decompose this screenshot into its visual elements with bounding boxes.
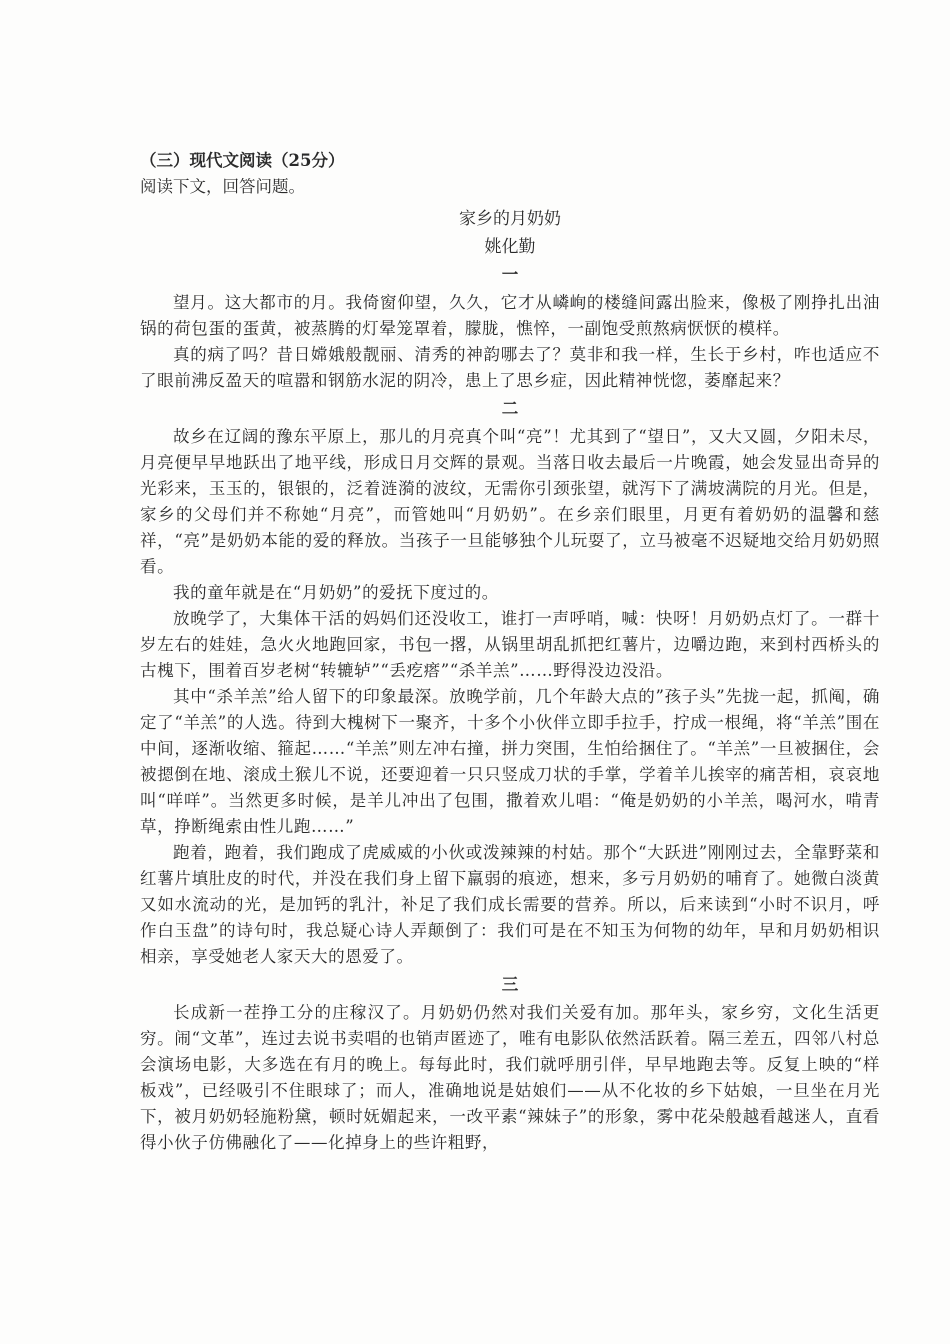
paragraph: 长成新一茬挣工分的庄稼汉了。月奶奶仍然对我们关爱有加。那年头，家乡穷，文化生活更穷。闹“文革”，连过去说书卖唱的也销声匿迹了，唯有电影队依然活跃着。隔三差五，四邻八村总会演场电影，大多选在有月的晚上。每每此时，我们就呼朋引伴，早早地跑去等。反复上映的“样板戏”，已经吸引不住眼球了；而人，准确地说是姑娘们——从不化妆的乡下姑娘，一旦坐在月光下，被月奶奶轻施粉黛，顿时妩媚起来，一改平素“辣妹子”的形象，雾中花朵般越看越迷人，直看得小伙子仿佛融化了——化掉身上的些许粗野， [140, 1003, 880, 1152]
instruction-text: 阅读下文，回答问题。 [140, 177, 305, 196]
section-numeral-3: 三 [501, 975, 519, 994]
section-numeral-1: 一 [501, 265, 519, 284]
article-title: 家乡的月奶奶 [459, 209, 561, 229]
section-numeral-2: 二 [501, 399, 519, 418]
paragraph: 故乡在辽阔的豫东平原上，那儿的月亮真个叫“亮”！尤其到了“望日”，又大又圆，夕阳未尽，月亮便早早地跃出了地平线，形成日月交辉的景观。当落日收去最后一片晚霞，她会发显出奇异的光彩来，玉玉的，银银的，泛着涟漪的波纹，无需你引颈张望，就泻下了满坡满院的月光。但是，家乡的父母们并不称她“月亮”，而管她叫“月奶奶”。在乡亲们眼里，月更有着奶奶的温馨和慈祥，“亮”是奶奶本能的爱的释放。当孩子一旦能够独个儿玩耍了，立马被毫不迟疑地交给月奶奶照看。 [140, 427, 880, 576]
article-author: 姚化勤 [484, 237, 536, 257]
paragraph: 跑着，跑着，我们跑成了虎威威的小伙或泼辣辣的村姑。那个“大跃进”刚刚过去，全靠野菜和红薯片填肚皮的时代，并没在我们身上留下羸弱的痕迹，想来，多亏月奶奶的哺育了。她微白淡黄又如水流动的光，是加钙的乳汁，补足了我们成长需要的营养。所以，后来读到“小时不识月，呼作白玉盘”的诗句时，我总疑心诗人弄颠倒了：我们可是在不知玉为何物的幼年，早和月奶奶相识相亲，享受她老人家天大的恩爱了。 [140, 843, 880, 966]
paragraph: 望月。这大都市的月。我倚窗仰望，久久，它才从嶙峋的楼缝间露出脸来，像极了刚挣扎出油锅的荷包蛋的蛋黄，被蒸腾的灯晕笼罩着，朦胧，憔悴，一副饱受煎熬病恹恹的模样。 [140, 293, 880, 338]
paragraph: 我的童年就是在“月奶奶”的爱抚下度过的。 [173, 583, 499, 602]
paragraph: 真的病了吗？昔日嫦娥般靓丽、清秀的神韵哪去了？莫非和我一样，生长于乡村，咋也适应不了眼前沸反盈天的喧嚣和钢筋水泥的阴冷，患上了思乡症，因此精神恍惚，萎靡起来？ [140, 345, 880, 390]
paragraph: 其中“杀羊羔”给人留下的印象最深。放晚学前，几个年龄大点的”孩子头”先拢一起，抓阄，确定了“羊羔”的人选。待到大槐树下一聚齐，十多个小伙伴立即手拉手，拧成一根绳，将“羊羔”围在中间，逐渐收缩、箍起……“羊羔”则左冲右撞，拼力突围，生怕给捆住了。“羊羔”一旦被捆住，会被摁倒在地、滚成土猴儿不说，还要迎着一只只竖成刀状的手掌，学着羊儿挨宰的痛苦相，哀哀地叫“咩咩”。当然更多时候，是羊儿冲出了包围，撒着欢儿唱：“俺是奶奶的小羊羔，喝河水，啃青草，挣断绳索由性儿跑……” [140, 687, 880, 836]
section-heading: （三）现代文阅读（25分） [140, 151, 345, 170]
page-content [140, 148, 880, 1156]
paragraph: 放晚学了，大集体干活的妈妈们还没收工，谁打一声呼哨，喊：快呀！月奶奶点灯了。一群十岁左右的娃娃，急火火地跑回家，书包一撂，从锅里胡乱抓把红薯片，边嚼边跑，来到村西桥头的古槐下，围着百岁老树“转辘轳”“丢疙瘩”“杀羊羔”……野得没边没沿。 [140, 609, 880, 680]
